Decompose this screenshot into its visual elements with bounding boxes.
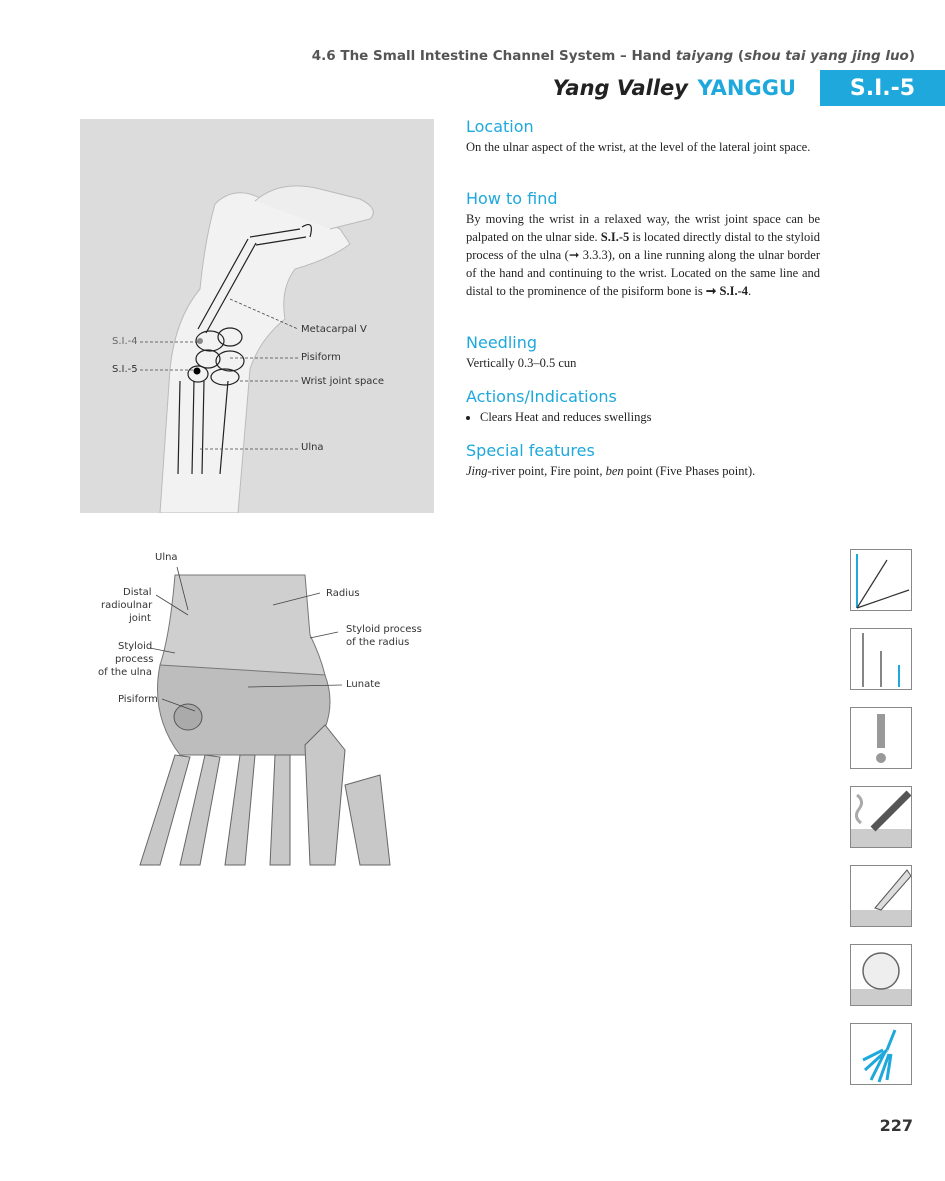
moxa-cone-icon (850, 865, 912, 927)
location-text: On the ulnar aspect of the wrist, at the level of the lateral joint space. (466, 140, 811, 154)
how-to-find-text: By moving the wrist in a relaxed way, the wrist joint space can be palpated on the ulnar side. S.I.-5 is located directly distal to the styloid process of the ulna (➞ 3.3.3), on a line running along the ulnar border of the hand and continuing to the wrist. Located on the same line and distal to the prominence of the pisiform bone is ➞ S.I.-4. (466, 212, 820, 298)
cupping-icon (850, 944, 912, 1006)
wrist-anatomy-illustration (80, 545, 440, 875)
running-head: 4.6 The Small Intestine Channel System – Hand taiyang (shou tai yang jing luo) (311, 48, 915, 64)
label-of-the-ulna: of the ulna (98, 667, 152, 678)
special-features-section (466, 441, 820, 480)
label-radius: Radius (326, 588, 360, 599)
label-si4: S.I.-4 (112, 336, 138, 347)
label-styloid: Styloid (118, 641, 153, 652)
label-si5: S.I.-5 (112, 364, 138, 375)
location-heading: Location (466, 117, 534, 136)
actions-section (466, 387, 820, 426)
label-pisiform-anatomy: Pisiform (118, 694, 158, 705)
actions-heading: Actions/Indications (466, 387, 617, 406)
list-item: • Clears Heat and reduces swellings (480, 408, 820, 426)
needle-types-icon (850, 628, 912, 690)
special-features-heading: Special features (466, 441, 595, 460)
needling-text: Vertically 0.3–0.5 cun (466, 356, 577, 370)
actions-list (466, 408, 820, 426)
needling-heading: Needling (466, 333, 537, 352)
point-title-pinyin: YANGGU (697, 76, 796, 100)
hand-skeleton-icon (850, 1023, 912, 1085)
point-title-english: Yang Valley (552, 76, 688, 100)
pisiform-bone (174, 704, 202, 730)
label-process: process (115, 654, 154, 665)
label-ulna: Ulna (301, 442, 324, 453)
label-wrist-joint-space: Wrist joint space (301, 376, 385, 387)
title-row (552, 72, 800, 106)
label-ulna-anatomy: Ulna (155, 552, 178, 563)
si5-point-marker (194, 368, 201, 375)
caution-icon (850, 707, 912, 769)
label-styloid-process-radius-2: of the radius (346, 637, 410, 648)
si4-point-marker (197, 338, 203, 344)
label-joint: joint (129, 613, 151, 624)
label-pisiform: Pisiform (301, 352, 341, 363)
special-features-text: Jing-river point, Fire point, ben point (Five Phases point). (466, 464, 756, 478)
label-metacarpal-v: Metacarpal V (301, 324, 367, 335)
label-lunate: Lunate (346, 679, 381, 690)
page-number: 227 (879, 1116, 913, 1135)
point-code-badge: S.I.-5 (820, 70, 945, 106)
hand-illustration (80, 119, 434, 513)
label-styloid-process-radius-1: Styloid process (346, 624, 422, 635)
how-to-find-heading: How to find (466, 189, 558, 208)
how-to-find-section (466, 189, 820, 300)
location-section (466, 117, 820, 156)
label-radioulnar: radioulnar (101, 600, 153, 611)
moxibustion-stick-icon (850, 786, 912, 848)
hand-photo (80, 119, 434, 513)
label-distal: Distal (123, 587, 152, 598)
needling-section (466, 333, 820, 372)
needle-angles-icon (850, 549, 912, 611)
